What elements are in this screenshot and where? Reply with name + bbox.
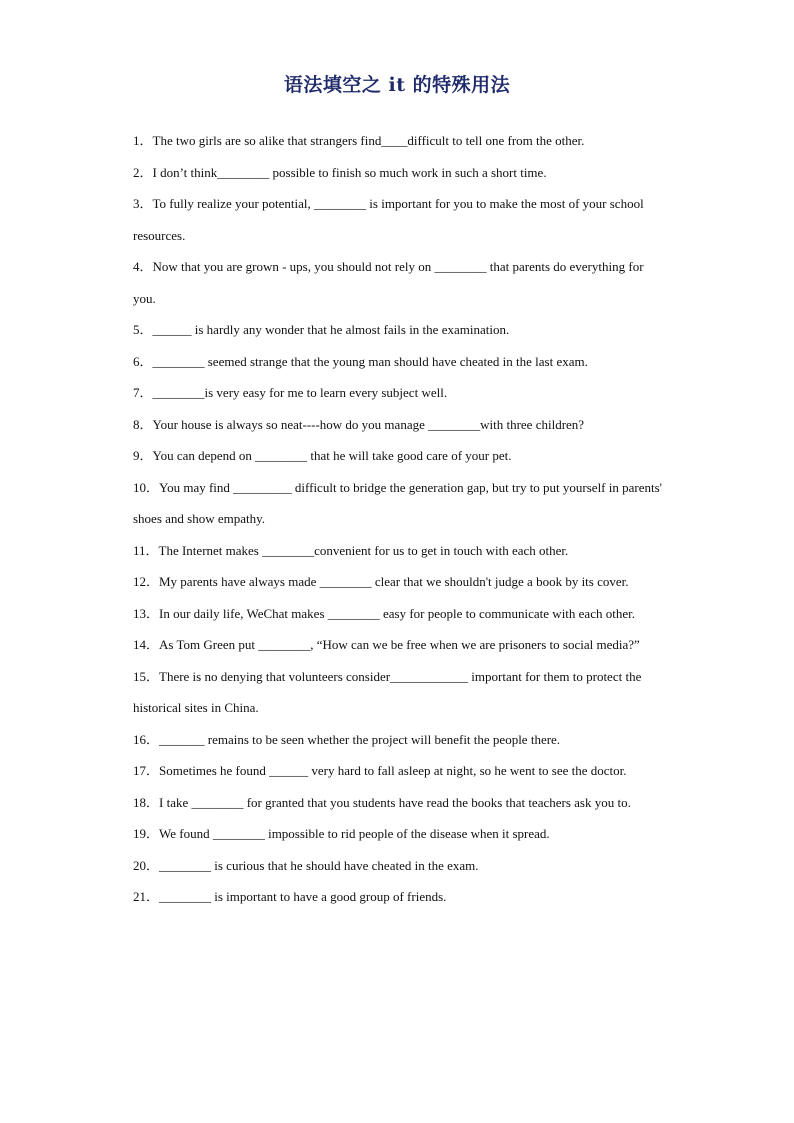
question-item: 9．You can depend on ________ that he will take good care of your pet. [133, 448, 512, 463]
question-item: 19．We found ________ impossible to rid people of the disease when it spread. [133, 826, 550, 841]
question-item: 11．The Internet makes ________convenient for us to get in touch with each other. [133, 542, 569, 558]
question-item: 16．_______ remains to be seen whether the project will benefit the people there. [133, 731, 561, 747]
question-item: 8．Your house is always so neat----how do you manage ________with three children? [133, 416, 585, 432]
question-item: 3．To fully realize your potential, ________ is important for you to make the most of your school resources. [133, 196, 644, 243]
question-item: 2．I don’t think________ possible to finish so much work in such a short time. [133, 164, 547, 180]
question-item: 18．I take ________ for granted that you students have read the books that teachers ask you to. [133, 794, 631, 810]
question-item: 1．The two girls are so alike that strangers find____difficult to tell one from the other. [133, 133, 585, 148]
question-item: 14．As Tom Green put ________, “How can we be free when we are prisoners to social media?” [133, 637, 640, 652]
question-item: 20．________ is curious that he should have cheated in the exam. [133, 857, 479, 873]
question-item: 12．My parents have always made ________ clear that we shouldn't judge a book by its cover. [133, 574, 629, 589]
question-item: 13．In our daily life, WeChat makes ________ easy for people to communicate with each other. [133, 605, 635, 621]
question-item: 10．You may find _________ difficult to bridge the generation gap, but try to put yourself in parents' shoes and show empathy. [133, 479, 663, 526]
question-item: 4．Now that you are grown - ups, you should not rely on ________ that parents do everything for you. [133, 259, 644, 306]
question-item: 15．There is no denying that volunteers consider____________ important for them to protect the historical sites in China. [133, 668, 642, 715]
question-item: 6．________ seemed strange that the young man should have cheated in the last exam. [133, 353, 588, 369]
question-item: 21．________ is important to have a good group of friends. [133, 889, 447, 904]
question-item: 5．______ is hardly any wonder that he almost fails in the examination. [133, 322, 510, 337]
page-title: 语法填空之 it 的特殊用法 [283, 74, 511, 96]
question-item: 17．Sometimes he found ______ very hard to fall asleep at night, so he went to see the doctor. [133, 763, 627, 778]
question-list [133, 125, 663, 913]
question-item: 7．________is very easy for me to learn every subject well. [133, 385, 448, 400]
